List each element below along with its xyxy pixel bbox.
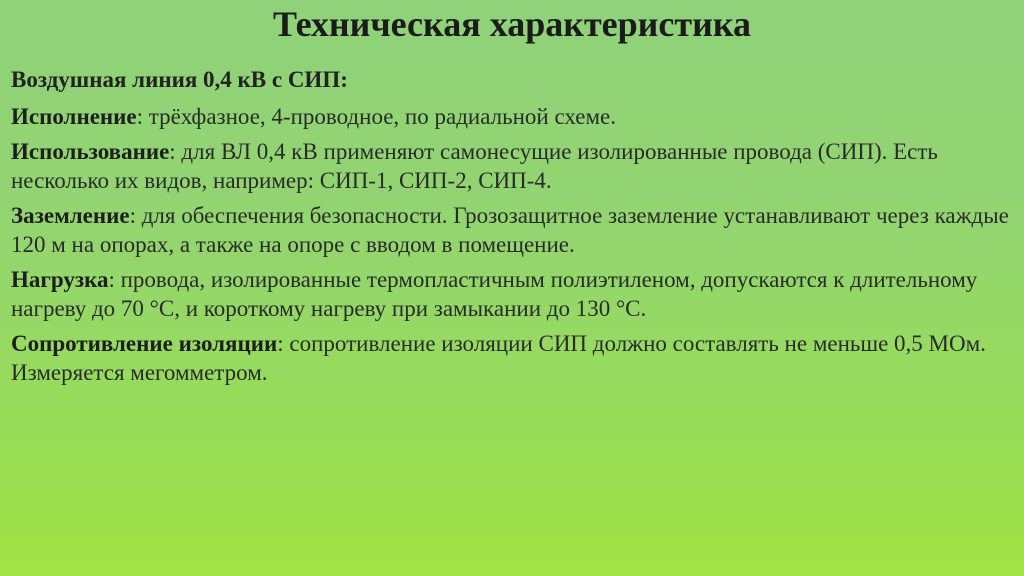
- paragraph-load: [11, 265, 1011, 323]
- paragraph-term: Нагрузка: [11, 267, 109, 292]
- paragraph-text: : для ВЛ 0,4 кВ применяют самонесущие изолированные провода (СИП). Есть несколько их видов, например: СИП-1, СИП-2, СИП-4.: [11, 139, 938, 193]
- paragraph-text: : трёхфазное, 4-проводное, по радиальной схеме.: [136, 104, 617, 129]
- slide-body: [11, 66, 1011, 393]
- slide-title: Техническая характеристика: [272, 4, 752, 44]
- paragraph-grounding: [11, 201, 1011, 259]
- paragraph-insulation-resistance: [11, 329, 1011, 387]
- slide-subtitle: Воздушная линия 0,4 кВ с СИП:: [11, 67, 348, 92]
- paragraph-execution: [11, 102, 1011, 131]
- paragraph-term: Использование: [11, 139, 170, 164]
- paragraph-usage: [11, 137, 1011, 195]
- paragraph-term: Сопротивление изоляции: [11, 331, 278, 356]
- paragraph-text: : сопротивление изоляции СИП должно составлять не меньше 0,5 МОм. Измеряется мегомметром.: [11, 331, 986, 385]
- paragraph-term: Исполнение: [11, 104, 137, 129]
- paragraph-text: : для обеспечения безопасности. Грозозащитное заземление устанавливают через каждые 120 м на опорах, а также на опоре с вводом в помещение.: [11, 203, 1009, 257]
- paragraph-text: : провода, изолированные термопластичным полиэтиленом, допускаются к длительному нагреву до 70 °С, и короткому нагреву при замыкании до 130 °С.: [11, 267, 978, 321]
- paragraph-term: Заземление: [11, 203, 130, 228]
